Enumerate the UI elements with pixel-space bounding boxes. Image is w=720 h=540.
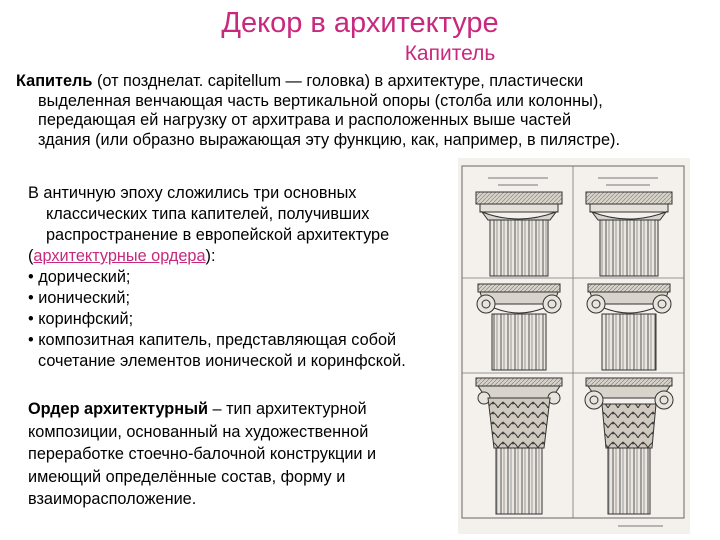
definition-line-1-text: (от позднелат. capitellum — головка) в архитектуре, пластически [92, 72, 584, 90]
bullet-doric: • дорический; [28, 268, 131, 286]
ionic-capital-left [477, 284, 561, 370]
corinthian-capital [476, 378, 562, 514]
order-line-4: имеющий определённые состав, форму и [28, 467, 346, 486]
antiquity-paragraph [28, 183, 453, 372]
tuscan-capital-right [586, 192, 672, 276]
order-line-5: взаиморасположение. [28, 490, 197, 509]
definition-paragraph [16, 72, 708, 150]
bullet-ionic: • ионический; [28, 289, 130, 307]
order-line-1-text: – тип архитектурной [208, 400, 367, 418]
order-line-2: композиции, основанный на художественной [28, 422, 369, 441]
order-line-3: переработке стоечно-балочной конструкции и [28, 445, 377, 464]
definition-line-2: выделенная венчающая часть вертикальной опоры (столба или колонны), [38, 91, 603, 110]
paren-close: ): [205, 247, 216, 265]
bullet-composite-continuation: сочетание элементов ионической и коринфской. [38, 352, 406, 370]
doric-capital-left [476, 192, 562, 276]
definition-line-3: передающая ей нагрузку от архитрава и расположенных выше частей [38, 111, 572, 129]
antiquity-line-3: распространение в европейской архитектуре [46, 226, 390, 244]
definition-term: Капитель [16, 72, 93, 90]
architectural-orders-link[interactable]: архитектурные ордера [33, 247, 206, 265]
antiquity-line-4 [28, 246, 453, 267]
bullet-composite: • композитная капитель, представляющая собой [28, 331, 397, 349]
capitals-engraving-image [458, 158, 690, 534]
order-paragraph [28, 398, 453, 511]
capitals-engraving-plate [458, 158, 690, 534]
composite-capital [585, 378, 673, 514]
slide-subtitle: Капитель [404, 42, 496, 65]
paren-open: ( [28, 247, 34, 265]
definition-line-1 [16, 72, 708, 92]
bullet-corinthian: • коринфский; [28, 310, 134, 328]
definition-line-4: здания (или образно выражающая эту функцию, как, например, в пилястре). [38, 130, 620, 149]
order-term: Ордер архитектурный [28, 400, 208, 418]
order-line-1 [28, 398, 453, 421]
ionic-capital-right [587, 284, 671, 370]
slide-title: Декор в архитектуре [221, 7, 499, 39]
antiquity-line-1: В античную эпоху сложились три основных [28, 184, 357, 202]
antiquity-line-2: классических типа капителей, получивших [46, 205, 370, 223]
